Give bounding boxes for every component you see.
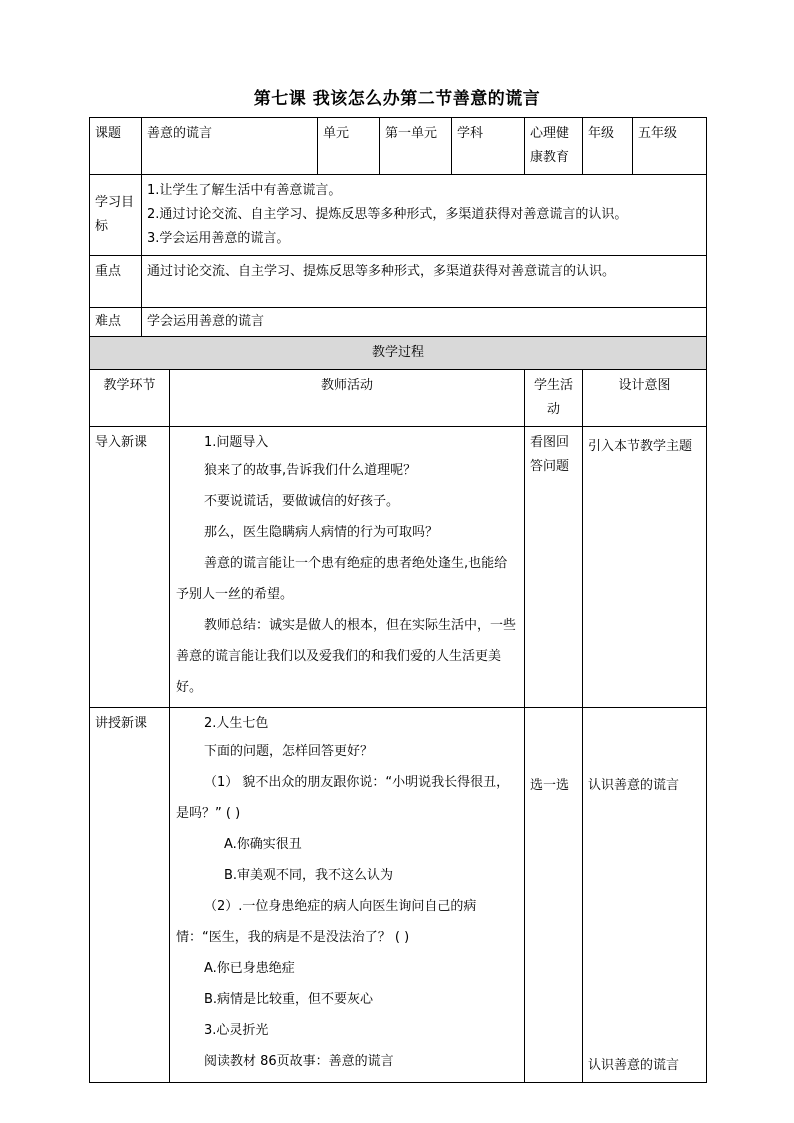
process-header: 教学过程 (90, 337, 707, 370)
section1-design: 引入本节教学主题 (583, 427, 707, 708)
goal-item: 1.让学生了解生活中有善意谎言。 (147, 183, 342, 198)
teacher-line: 1.问题导入 (204, 435, 269, 450)
col-stage: 教学环节 (90, 370, 170, 427)
section-intro-row (90, 427, 707, 708)
key-point-label: 重点 (90, 256, 142, 308)
topic-label: 课题 (90, 118, 142, 175)
difficulty-text: 学会运用善意的谎言 (142, 308, 707, 337)
difficulty-row (90, 308, 707, 337)
unit-label: 单元 (318, 118, 380, 175)
key-point-text: 通过讨论交流、自主学习、提炼反思等多种形式，多渠道获得对善意谎言的认识。 (142, 256, 707, 308)
section2-student (525, 708, 583, 1083)
student-activity: 选一选 (530, 778, 570, 793)
goals-row (90, 175, 707, 256)
teacher-line: 狼来了的故事,告诉我们什么道理呢？ (204, 463, 417, 478)
difficulty-label: 难点 (90, 308, 142, 337)
section2-design (583, 708, 707, 1083)
answer-blank: ( ) (225, 806, 241, 821)
section1-stage: 导入新课 (90, 427, 170, 708)
teacher-line: 善意的谎言能让一个患有绝症的患者绝处逢生,也能给予别人一丝的希望。 (176, 556, 508, 602)
process-header-row (90, 337, 707, 370)
teacher-line: 那么，医生隐瞒病人病情的行为可取吗？ (204, 525, 439, 540)
goal-item: 3.学会运用善意的谎言。 (147, 231, 290, 246)
teacher-line: 下面的问题，怎样回答更好？ (204, 744, 374, 759)
teacher-line: 教师总结：诚实是做人的根本，但在实际生活中，一些善意的谎言能让我们以及爱我们的和我们爱的人生活更美好。 (176, 618, 517, 695)
option-a: A.你已身患绝症 (204, 961, 295, 976)
design-intent: 认识善意的谎言 (588, 778, 680, 793)
section-new-row (90, 708, 707, 1083)
teacher-heading: 2.人生七色 (204, 716, 269, 731)
teacher-line: 阅读教材 86页故事：善意的谎言 (204, 1054, 394, 1069)
column-header-row (90, 370, 707, 427)
teacher-heading: 3.心灵折光 (204, 1023, 269, 1038)
teacher-line: 不要说谎话，要做诚信的好孩子。 (204, 494, 400, 509)
col-teacher: 教师活动 (170, 370, 525, 427)
col-design: 设计意图 (583, 370, 707, 427)
option-a: A.你确实很丑 (224, 837, 302, 852)
section1-teacher (170, 427, 525, 708)
goals-label (90, 175, 142, 256)
goals-label-text: 学习目标 (95, 195, 135, 234)
design-intent: 认识善意的谎言 (588, 1058, 680, 1073)
lesson-plan-table (89, 117, 707, 1083)
topic-value: 善意的谎言 (142, 118, 318, 175)
subject-label: 学科 (452, 118, 525, 175)
section1-student: 看图回答问题 (525, 427, 583, 708)
goals-content (142, 175, 707, 256)
key-point-row (90, 256, 707, 308)
info-row (90, 118, 707, 175)
section2-teacher (170, 708, 525, 1083)
goal-item: 2.通过讨论交流、自主学习、提炼反思等多种形式，多渠道获得对善意谎言的认识。 (147, 207, 628, 222)
unit-value: 第一单元 (380, 118, 452, 175)
subject-value: 心理健康教育 (525, 118, 583, 175)
col-student: 学生活动 (525, 370, 583, 427)
question-1-prefix: （1） 貌不出众的朋友跟你说： (204, 775, 386, 790)
option-b: B.审美观不同，我不这么认为 (224, 868, 394, 883)
grade-label: 年级 (583, 118, 633, 175)
question-2: （2）.一位身患绝症的病人向医生询问自己的病情：“医生，我的病是不是没法治了？ ( ) (176, 899, 477, 945)
section2-stage: 讲授新课 (90, 708, 170, 1083)
question-1-quote: “小明说我长得很丑，是吗？” (176, 775, 510, 821)
question-1 (176, 767, 518, 829)
grade-value: 五年级 (633, 118, 707, 175)
page-title: 第七课 我该怎么办第二节善意的谎言 (253, 89, 541, 109)
option-b: B.病情是比较重，但不要灰心 (204, 992, 374, 1007)
